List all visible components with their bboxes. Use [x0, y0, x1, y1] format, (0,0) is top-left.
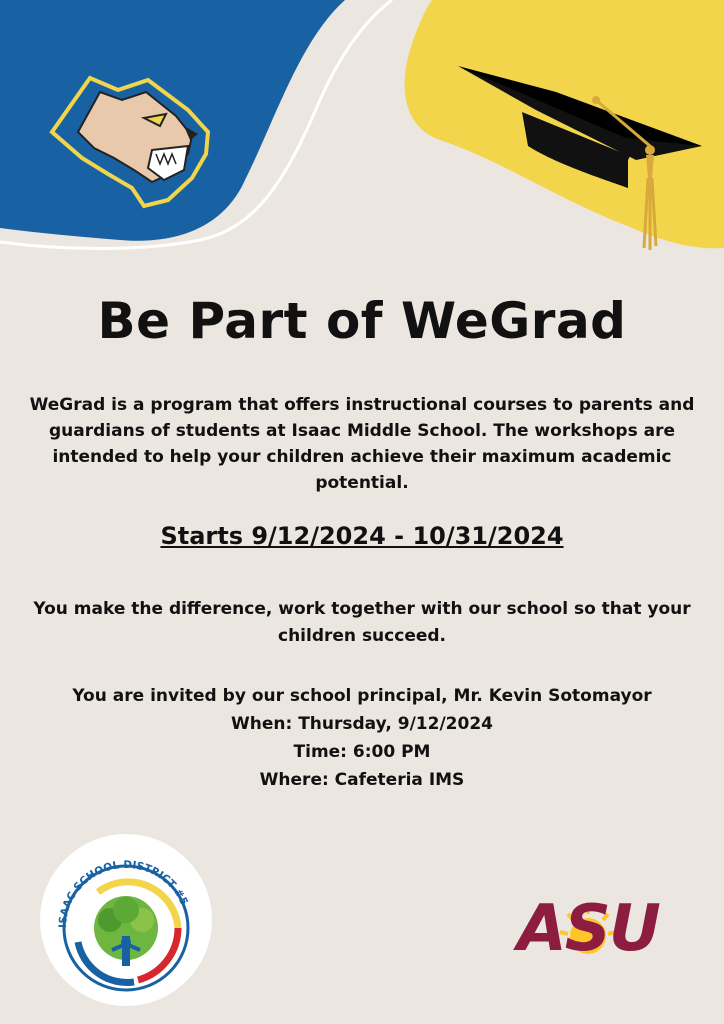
tagline-paragraph: You make the difference, work together with our school so that your children succeed. [33, 599, 691, 646]
program-dates: Starts 9/12/2024 - 10/31/2024 [160, 522, 564, 550]
district-ring-text: ISAAC SCHOOL DISTRICT #5 [56, 858, 191, 929]
event-details [0, 682, 724, 794]
cougar-mascot-logo [48, 70, 214, 210]
where-line: Where: Cafeteria IMS [259, 770, 465, 790]
asu-logo [508, 892, 668, 976]
intro-paragraph: WeGrad is a program that offers instructional courses to parents and guardians of students at Isaac Middle School. The workshops are intended to help your children achieve their maximum academic potential. [29, 395, 695, 493]
graduation-cap-icon [456, 60, 706, 252]
district-logo [38, 832, 214, 1008]
page-title: Be Part of WeGrad [97, 292, 627, 350]
when-line: When: Thursday, 9/12/2024 [231, 714, 493, 734]
asu-wordmark: ASU [517, 892, 659, 966]
time-line: Time: 6:00 PM [293, 742, 431, 762]
invite-line: You are invited by our school principal, Mr. Kevin Sotomayor [72, 686, 652, 706]
